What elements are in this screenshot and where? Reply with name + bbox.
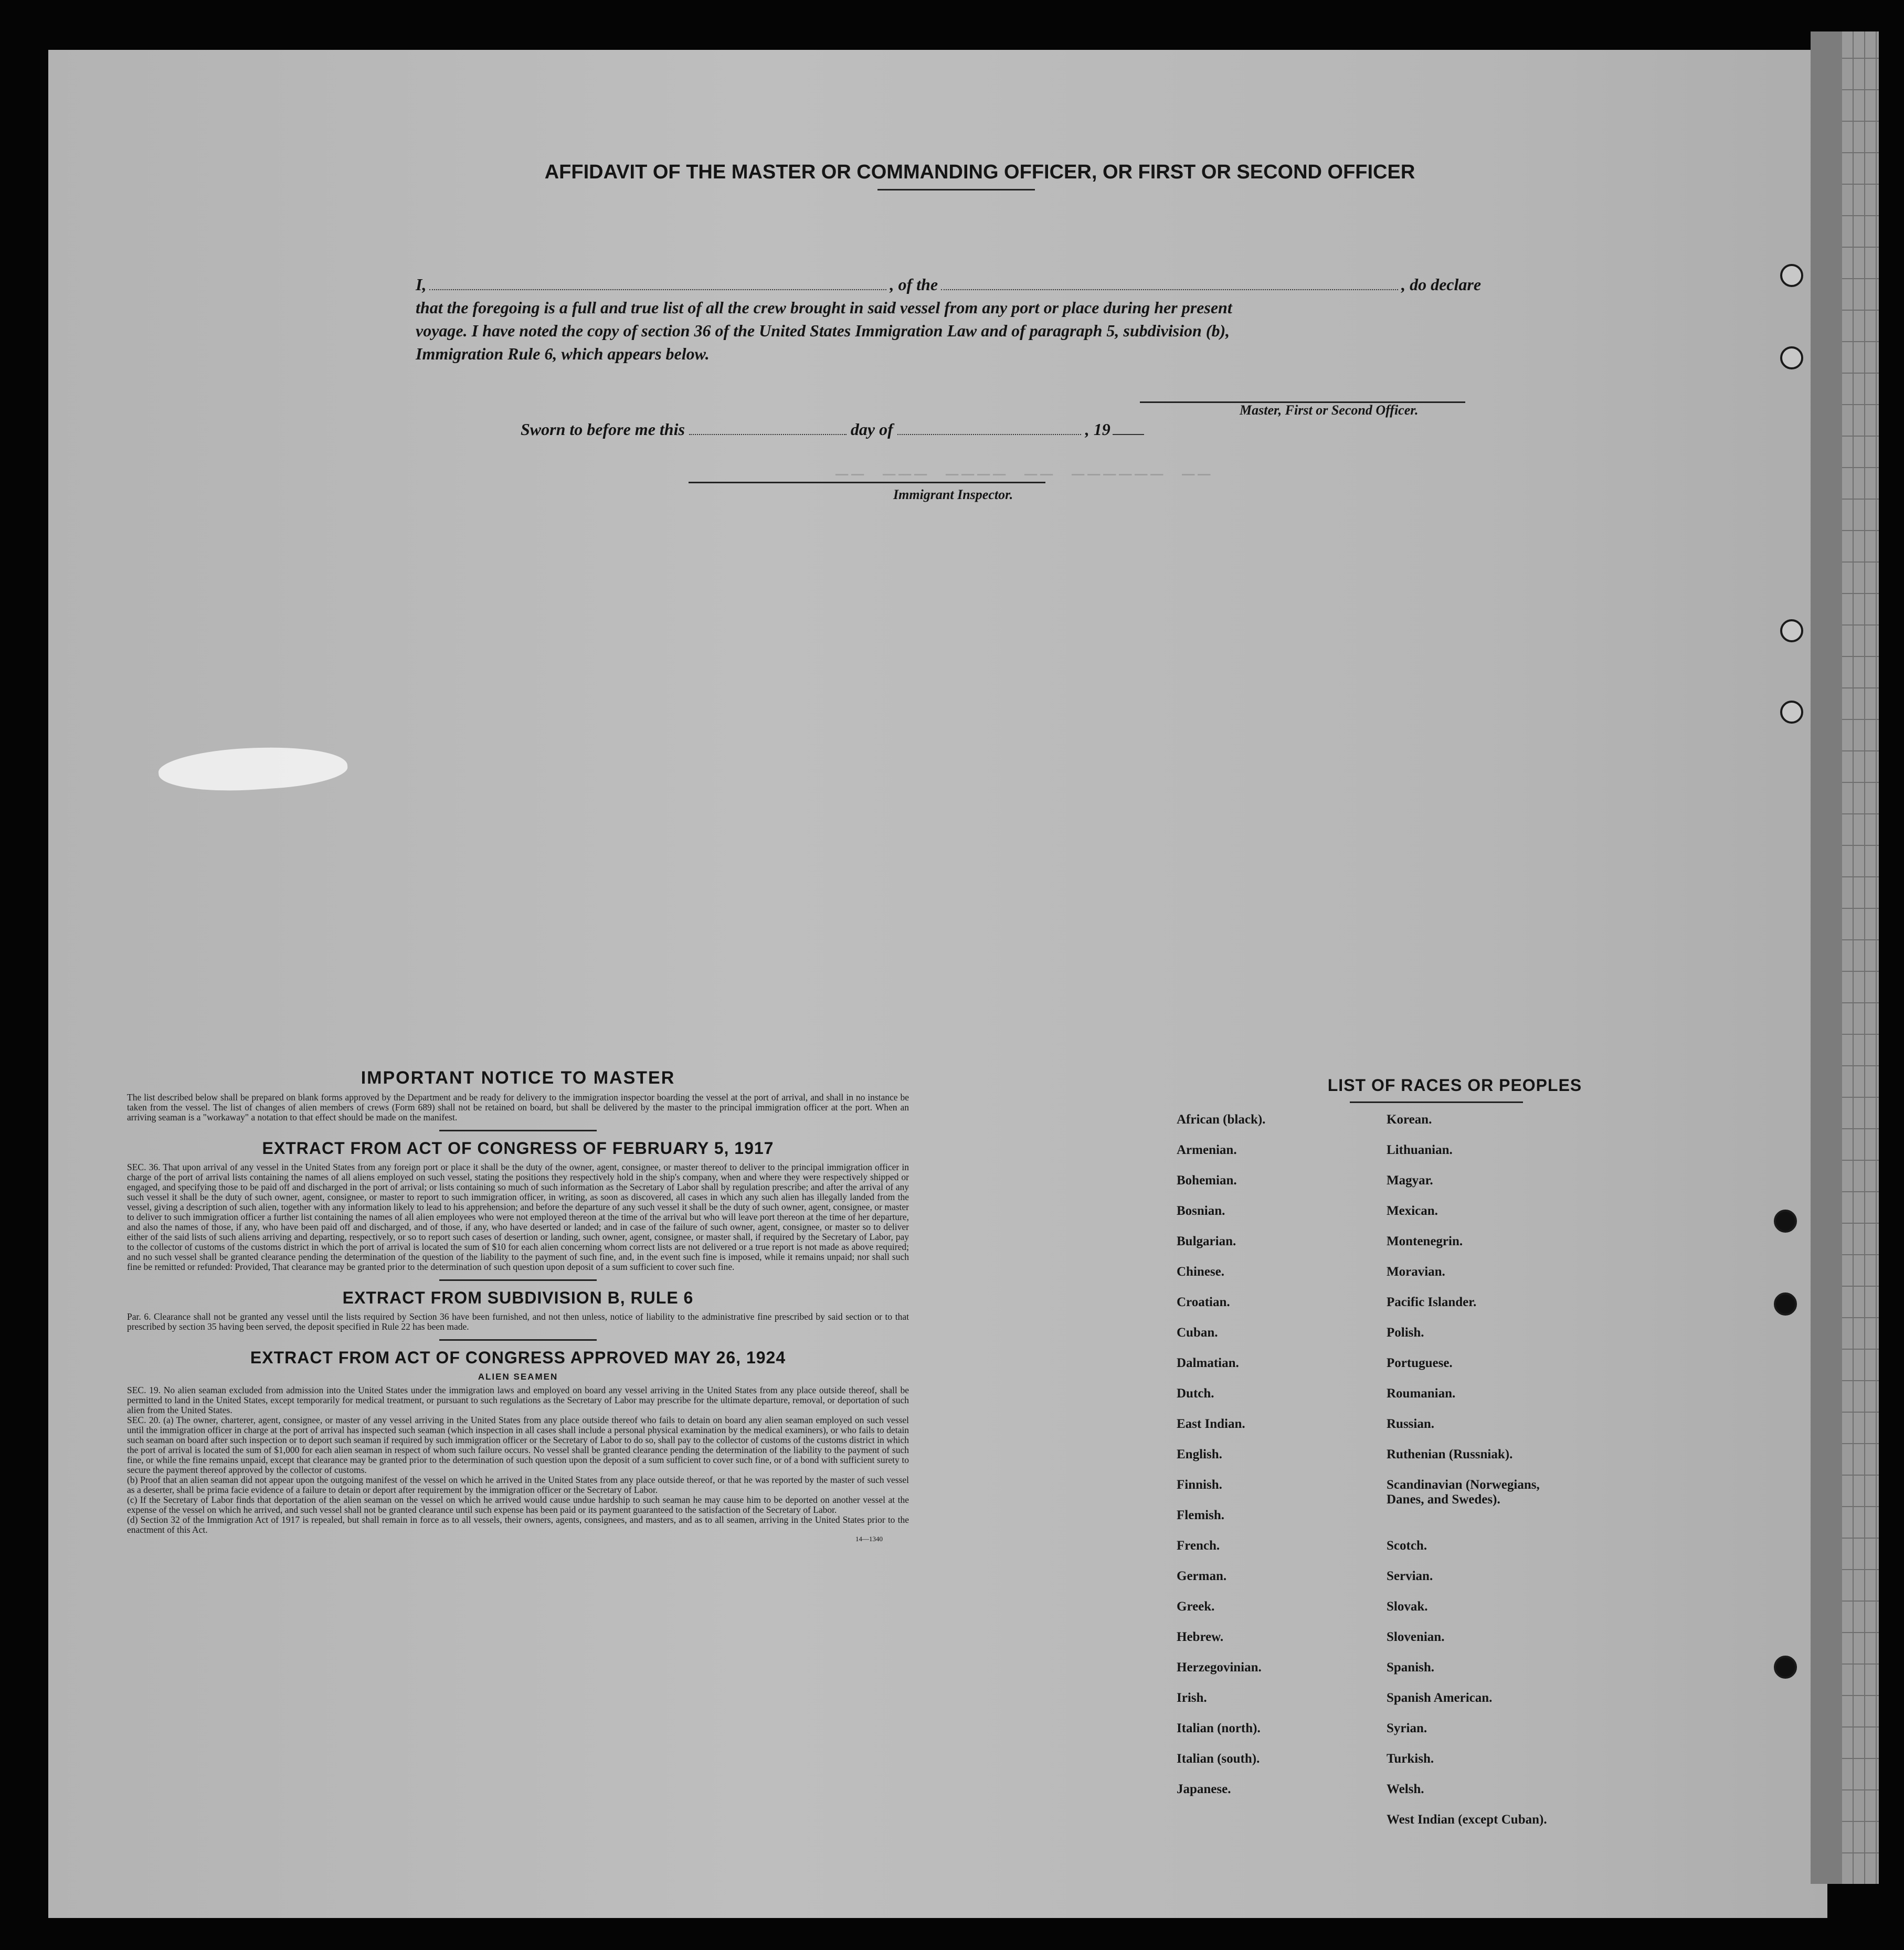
bleed-through-texture: ── ─── ──── ── ────── ──: [835, 464, 1214, 488]
race-item: Syrian.: [1387, 1721, 1427, 1735]
declaration-line-3: voyage. I have noted the copy of section 36 of the United States Immigration Law and of paragraph 5, subdivision (b),: [416, 321, 1230, 340]
race-item: Scandinavian (Norwegians, Danes, and Swedes).: [1387, 1478, 1540, 1507]
notices-column: [127, 1068, 909, 1543]
races-right-column: [1387, 1112, 1638, 1843]
binder-hole-icon: [1780, 346, 1803, 369]
race-item: Mexican.: [1387, 1204, 1438, 1218]
race-item: Japanese.: [1177, 1782, 1231, 1796]
race-item: Dutch.: [1177, 1386, 1214, 1401]
race-item: Slovenian.: [1387, 1630, 1445, 1644]
races-title-underline: [1350, 1101, 1523, 1103]
race-item: Dalmatian.: [1177, 1356, 1239, 1370]
race-item: Spanish.: [1387, 1660, 1435, 1675]
separator: [439, 1339, 597, 1341]
title-underline: [877, 189, 1035, 190]
sec20a-text: SEC. 20. (a) The owner, charterer, agent, consignee, or master of any vessel arriving in the United States from any place outside thereof who fails to detain on board any alien seaman employed on such vessel until the immigration officer in charge at the port of arrival has inspected such seaman (which inspection in all cases shall include a personal physical examination by the medical examiners), or who fails to detain such seaman on board after such inspection or to deport such seaman if required by such immigration officer or the Secretary of Labor to do so, shall pay to the collector of customs of the customs district in which the port of arrival is located the sum of $1,000 for each alien seaman in respect of whom such failure occurs. No vessel shall be granted clearance pending the determination of the liability to the payment of such fine, or while the fine remains unpaid, except that clearance may be granted prior to the determination of such question upon the deposit of a sum sufficient to cover such fine, or of a bond with sufficient surety to secure the payment thereof approved by the collector of customs.: [127, 1415, 909, 1475]
do-declare-label: , do declare: [1401, 275, 1482, 294]
name-field[interactable]: [429, 275, 886, 290]
sec20d-text: (d) Section 32 of the Immigration Act of 1917 is repealed, but shall remain in force as to all vessels, their owners, agents, consignees, and masters, and as to all seamen, arriving in the United States prior to the enactment of this Act.: [127, 1514, 909, 1535]
form-number: 14—1340: [855, 1535, 883, 1543]
paper-damage-mark: [157, 741, 349, 797]
race-item: Irish.: [1177, 1691, 1207, 1705]
sworn-year-field[interactable]: [1113, 421, 1144, 435]
races-left-column: [1177, 1112, 1387, 1843]
sworn-label: Sworn to before me this: [521, 420, 685, 439]
of-the-label: , of the: [890, 275, 938, 294]
race-item: Montenegrin.: [1387, 1234, 1463, 1248]
race-item: Portuguese.: [1387, 1356, 1453, 1370]
race-item: Korean.: [1387, 1112, 1432, 1127]
race-item: Scotch.: [1387, 1539, 1427, 1553]
binder-hole-icon: [1780, 264, 1803, 287]
race-item: Italian (north).: [1177, 1721, 1261, 1735]
declaration-line-4: Immigration Rule 6, which appears below.: [416, 344, 710, 363]
race-item: Chinese.: [1177, 1265, 1224, 1279]
binder-hole-icon: [1774, 1292, 1797, 1316]
sworn-day-field[interactable]: [689, 421, 847, 435]
race-item: Polish.: [1387, 1326, 1424, 1340]
race-item: Greek.: [1177, 1599, 1215, 1614]
vessel-field[interactable]: [941, 275, 1398, 290]
races-title: LIST OF RACES OR PEOPLES: [1327, 1076, 1582, 1095]
race-item: Italian (south).: [1177, 1752, 1260, 1766]
race-item: German.: [1177, 1569, 1227, 1583]
separator: [439, 1279, 597, 1281]
races-list: [1177, 1076, 1649, 1843]
race-item: African (black).: [1177, 1112, 1266, 1127]
race-item: Herzegovinian.: [1177, 1660, 1262, 1675]
extract-rule6-text: Par. 6. Clearance shall not be granted any vessel until the lists required by Section 36 have been furnished, and not then unless, notice of liability to the administrative fine prescribed by said section or to that prescribed by section 35 having been served, the deposit specified in Rule 22 has been made.: [127, 1311, 909, 1332]
race-item: Slovak.: [1387, 1599, 1428, 1614]
notice-text: The list described below shall be prepared on blank forms approved by the Department and be ready for delivery to the immigration inspector boarding the vessel at the port of arrival, and shall in no instance be taken from the vessel. The list of changes of alien members of crews (Form 689) shall not be retained on board, but shall be delivered by the master to the principal immigration officer at the port. When an arriving seaman is a "workaway" a notation to that effect should be made on the manifest.: [127, 1092, 909, 1122]
declaration-line-2: that the foregoing is a full and true list of all the crew brought in said vessel from any port or place during her present: [416, 298, 1232, 317]
binder-hole-icon: [1774, 1656, 1797, 1679]
race-item: Welsh.: [1387, 1782, 1424, 1796]
extract-1917-text: SEC. 36. That upon arrival of any vessel in the United States from any foreign port or place it shall be the duty of the owner, agent, consignee, or master thereof to deliver to the principal immigration officer in charge of the port of arrival lists containing the names of all aliens employed on such vessel, stating the positions they respectively hold in the ship's company, when and where they were respectively shipped or engaged, and specifying those to be paid off and discharged in the port of arrival; or lists containing so much of such information as the Secretary of Labor shall by regulation prescribe; and after the arrival of any such vessel it shall be the duty of such owner, agent, consignee, or master to report to such immigration officer, in writing, as soon as discovered, all cases in which any such alien has illegally landed from the vessel, giving a description of such alien, together with any information likely to lead to his apprehension; and before the departure of any such vessel it shall be the duty of such owner, agent, consignee, or master to deliver to such immigration officer a further list containing the names of all alien employees who were not employed thereon at the time of the arrival but who will leave port thereon at the time of her departure, and also the names of those, if any, who have been paid off and discharged, and of those, if any, who have deserted or landed; and in case of the failure of such owner, agent, consignee, or master so to deliver either of the said lists of such aliens arriving and departing, respectively, or so to report such cases of desertion or landing, such owner, agent, consignee, or master shall, if required by the Secretary of Labor, pay to the collector of customs of the customs district in which the port of arrival is located the sum of $10 for each alien concerning whom correct lists are not delivered or a true report is not made as above required; and no such vessel shall be granted clearance pending the determination of the question of the liability to the payment of such fine, and, in the event such fine is imposed, while it remains unpaid; nor shall such fine be remitted or refunded: Provided, That clearance may be granted prior to the determination of such question upon deposit of a sum sufficient to cover such fine.: [127, 1162, 909, 1272]
sworn-statement: [521, 420, 1144, 439]
race-item: French.: [1177, 1539, 1220, 1553]
race-item: Moravian.: [1387, 1265, 1445, 1279]
separator: [439, 1130, 597, 1131]
race-item: Hebrew.: [1177, 1630, 1224, 1644]
page-edge: [1811, 31, 1842, 1884]
extract-1917-title: EXTRACT FROM ACT OF CONGRESS OF FEBRUARY 5, 1917: [262, 1139, 774, 1158]
race-item: Russian.: [1387, 1417, 1435, 1431]
race-item: Bosnian.: [1177, 1204, 1225, 1218]
race-item: Magyar.: [1387, 1173, 1433, 1188]
binder-hole-icon: [1780, 701, 1803, 724]
race-item: Servian.: [1387, 1569, 1433, 1583]
day-of-label: day of: [850, 420, 893, 439]
alien-seamen-subtitle: ALIEN SEAMEN: [478, 1372, 558, 1382]
sec20c-text: (c) If the Secretary of Labor finds that deportation of the alien seaman on the vessel on which he arrived would cause undue hardship to such seaman he may cause him to be deported on another vessel at the expense of the vessel on which he arrived, and such vessel shall not be granted clearance until such expense has been paid or its payment guaranteed to the satisfaction of the Secretary of Labor.: [127, 1495, 909, 1515]
race-item: Ruthenian (Russniak).: [1387, 1447, 1513, 1461]
page-edge-grid: [1842, 31, 1879, 1884]
sworn-month-field[interactable]: [897, 421, 1081, 435]
race-item: Armenian.: [1177, 1143, 1237, 1157]
binder-hole-icon: [1780, 619, 1803, 642]
affidavit-title: AFFIDAVIT OF THE MASTER OR COMMANDING OFFICER, OR FIRST OR SECOND OFFICER: [544, 161, 1415, 183]
extract-1924-title: EXTRACT FROM ACT OF CONGRESS APPROVED MAY 26, 1924: [250, 1348, 786, 1367]
race-item: Flemish.: [1177, 1508, 1224, 1522]
race-item: Spanish American.: [1387, 1691, 1493, 1705]
document-sheet: [48, 50, 1827, 1918]
notice-title: IMPORTANT NOTICE TO MASTER: [361, 1068, 675, 1088]
race-item: East Indian.: [1177, 1417, 1245, 1431]
race-item: Finnish.: [1177, 1478, 1222, 1492]
sec20b-text: (b) Proof that an alien seaman did not appear upon the outgoing manifest of the vessel on which he arrived in the United States from any place outside thereof, or that he was reported by the master of such vessel as a deserter, shall be prima facie evidence of a failure to detain or deport after requirement by the immigration officer or the Secretary of Labor.: [127, 1475, 909, 1495]
race-item: English.: [1177, 1447, 1222, 1461]
inspector-signature-line[interactable]: [689, 482, 1045, 483]
i-label: I,: [416, 275, 427, 294]
inspector-label: Immigrant Inspector.: [893, 487, 1013, 502]
race-item: Cuban.: [1177, 1326, 1218, 1340]
race-item: Pacific Islander.: [1387, 1295, 1477, 1309]
races-grid: [1177, 1112, 1649, 1843]
declaration-block: [416, 273, 1481, 365]
race-item: Lithuanian.: [1387, 1143, 1453, 1157]
declaration-line-1: [416, 273, 1481, 296]
race-item: Roumanian.: [1387, 1386, 1456, 1401]
race-item: Croatian.: [1177, 1295, 1230, 1309]
race-item: Bulgarian.: [1177, 1234, 1236, 1248]
race-item: Turkish.: [1387, 1752, 1434, 1766]
extract-rule6-title: EXTRACT FROM SUBDIVISION B, RULE 6: [342, 1288, 694, 1307]
year-prefix-label: , 19: [1085, 420, 1110, 439]
master-signature-label: Master, First or Second Officer.: [1240, 402, 1419, 418]
binder-hole-icon: [1774, 1210, 1797, 1233]
race-item: Bohemian.: [1177, 1173, 1237, 1188]
race-item: West Indian (except Cuban).: [1387, 1813, 1547, 1827]
sec19-text: SEC. 19. No alien seaman excluded from admission into the United States under the immigration laws and employed on board any vessel arriving in the United States from any place outside thereof, shall be permitted to land in the United States, except temporarily for medical treatment, or pursuant to such regulations as the Secretary of Labor may prescribe for the ultimate departure, removal, or deportation of such alien from the United States.: [127, 1385, 909, 1415]
